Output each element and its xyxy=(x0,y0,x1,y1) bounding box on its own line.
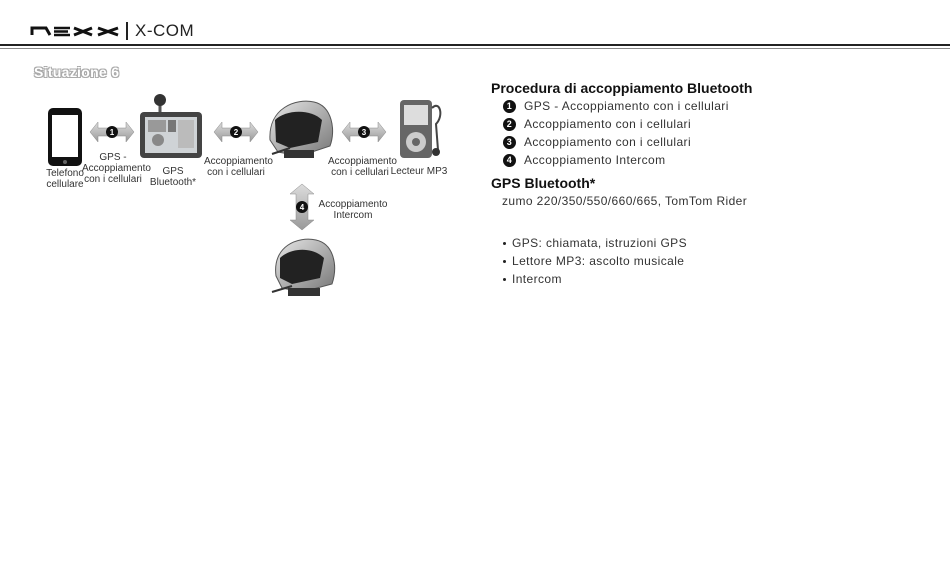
bullet-icon xyxy=(503,260,506,263)
helmet-icon-second xyxy=(272,239,335,296)
feature-text: GPS: chiamata, istruzioni GPS xyxy=(512,236,687,250)
helmet-icon-main xyxy=(270,101,333,158)
feature-list xyxy=(491,234,931,288)
feature-item xyxy=(491,270,931,288)
feature-item xyxy=(491,234,931,252)
step-text: Accoppiamento con i cellulari xyxy=(524,117,692,131)
mp3-player-icon xyxy=(400,100,440,158)
pairing-diagram xyxy=(0,80,480,320)
phone-label: Telefono cellulare xyxy=(46,168,84,190)
procedure-title: Procedura di accoppiamento Bluetooth xyxy=(491,80,753,96)
step-number-badge: 3 xyxy=(503,136,516,149)
nexx-logo xyxy=(30,22,122,40)
link4-label: Accoppiamento Intercom xyxy=(318,199,388,221)
step-text: Accoppiamento Intercom xyxy=(524,153,666,167)
procedure-step xyxy=(491,97,931,115)
gps-label: GPS Bluetooth* xyxy=(149,166,197,188)
step-number-badge: 4 xyxy=(503,154,516,167)
pairing-arrow-1 xyxy=(90,122,134,142)
procedure-step xyxy=(491,133,931,151)
gps-device-icon xyxy=(140,94,202,158)
procedure-step xyxy=(491,151,931,169)
step-text: Accoppiamento con i cellulari xyxy=(524,135,692,149)
model-name: X-COM xyxy=(135,21,195,40)
description-panel xyxy=(491,80,931,288)
pairing-arrow-3 xyxy=(342,122,386,142)
link2-label: Accoppiamento con i cellulari xyxy=(204,156,273,178)
feature-text: Lettore MP3: ascolto musicale xyxy=(512,254,685,268)
procedure-steps xyxy=(491,97,931,169)
link3-label: Accoppiamento con i cellulari xyxy=(328,156,397,178)
procedure-step xyxy=(491,115,931,133)
svg-text:1: 1 xyxy=(109,128,115,137)
svg-text:3: 3 xyxy=(361,128,367,137)
header xyxy=(0,0,950,50)
link1-label: GPS - Accoppiamento con i cellulari xyxy=(82,152,151,185)
gps-models: zumo 220/350/550/660/665, TomTom Rider xyxy=(502,194,748,208)
svg-text:4: 4 xyxy=(299,203,305,212)
situation-title: Situazione 6 xyxy=(34,64,120,80)
step-text: GPS - Accoppiamento con i cellulari xyxy=(524,99,729,113)
mp3-label: Lecteur MP3 xyxy=(390,166,448,177)
header-rule xyxy=(0,44,950,46)
phone-icon xyxy=(48,108,82,166)
header-separator xyxy=(126,22,128,40)
pairing-arrow-2 xyxy=(214,122,258,142)
feature-item xyxy=(491,252,931,270)
step-number-badge: 1 xyxy=(503,100,516,113)
gps-title: GPS Bluetooth* xyxy=(491,175,596,191)
header-rule-thin xyxy=(0,48,950,49)
bullet-icon xyxy=(503,242,506,245)
svg-text:2: 2 xyxy=(233,128,239,137)
feature-text: Intercom xyxy=(512,272,562,286)
step-number-badge: 2 xyxy=(503,118,516,131)
pairing-arrow-4 xyxy=(290,184,314,230)
bullet-icon xyxy=(503,278,506,281)
